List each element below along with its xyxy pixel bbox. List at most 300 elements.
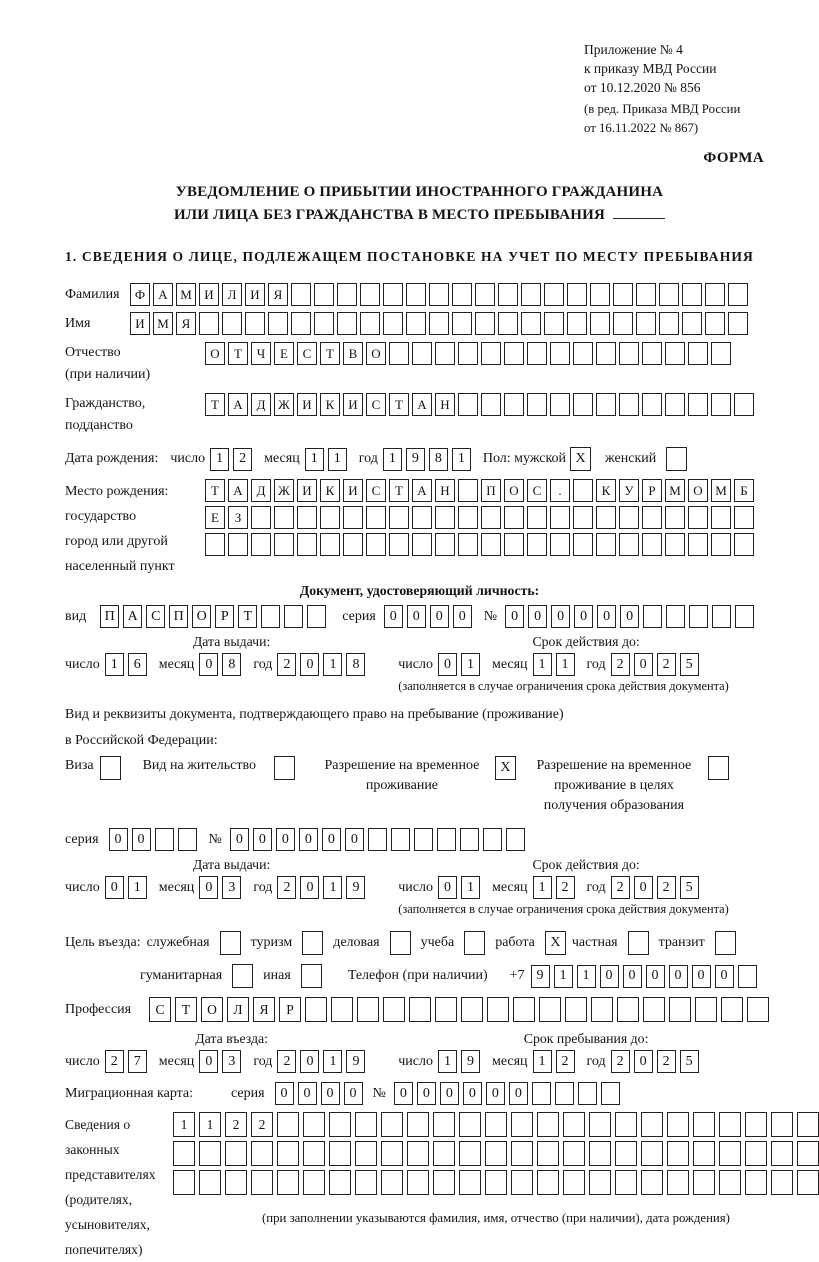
char-cell[interactable] bbox=[565, 997, 587, 1022]
char-cell[interactable] bbox=[412, 533, 432, 556]
char-cell[interactable]: О bbox=[688, 479, 708, 502]
char-cell[interactable] bbox=[636, 283, 656, 306]
char-cell[interactable]: Т bbox=[205, 479, 225, 502]
char-cell[interactable] bbox=[521, 312, 541, 335]
char-cell[interactable] bbox=[527, 393, 547, 416]
char-cell[interactable] bbox=[667, 1112, 689, 1137]
char-cell[interactable] bbox=[251, 1170, 273, 1195]
char-cell[interactable] bbox=[688, 342, 708, 365]
char-cell[interactable]: И bbox=[130, 312, 150, 335]
char-cell[interactable]: 0 bbox=[300, 653, 319, 676]
char-cell[interactable]: 0 bbox=[344, 1082, 363, 1105]
char-cell[interactable] bbox=[305, 997, 327, 1022]
char-cell[interactable] bbox=[589, 1141, 611, 1166]
char-cell[interactable]: О bbox=[201, 997, 223, 1022]
purpose-study-checkbox[interactable] bbox=[464, 931, 485, 955]
char-cell[interactable] bbox=[481, 506, 501, 529]
purpose-private-checkbox[interactable] bbox=[628, 931, 649, 955]
residence-option-temp-permit-checkbox[interactable]: X bbox=[495, 756, 516, 780]
char-cell[interactable] bbox=[459, 1170, 481, 1195]
char-cell[interactable] bbox=[511, 1170, 533, 1195]
char-cell[interactable] bbox=[274, 533, 294, 556]
char-cell[interactable]: 0 bbox=[574, 605, 593, 628]
char-cell[interactable]: Л bbox=[222, 283, 242, 306]
purpose-official-checkbox[interactable] bbox=[220, 931, 241, 955]
char-cell[interactable]: 1 bbox=[323, 653, 342, 676]
char-cell[interactable] bbox=[303, 1112, 325, 1137]
char-cell[interactable]: К bbox=[320, 479, 340, 502]
char-cell[interactable] bbox=[291, 283, 311, 306]
char-cell[interactable] bbox=[641, 1112, 663, 1137]
char-cell[interactable] bbox=[433, 1141, 455, 1166]
char-cell[interactable]: 0 bbox=[438, 876, 457, 899]
char-cell[interactable]: 0 bbox=[253, 828, 272, 851]
char-cell[interactable] bbox=[452, 283, 472, 306]
char-cell[interactable] bbox=[368, 828, 387, 851]
char-cell[interactable] bbox=[596, 506, 616, 529]
char-cell[interactable] bbox=[274, 506, 294, 529]
char-cell[interactable]: М bbox=[665, 479, 685, 502]
char-cell[interactable] bbox=[669, 997, 691, 1022]
char-cell[interactable]: 2 bbox=[657, 876, 676, 899]
char-cell[interactable]: Т bbox=[389, 393, 409, 416]
char-cell[interactable] bbox=[261, 605, 280, 628]
char-cell[interactable]: 0 bbox=[275, 1082, 294, 1105]
char-cell[interactable]: К bbox=[320, 393, 340, 416]
char-cell[interactable]: И bbox=[297, 393, 317, 416]
char-cell[interactable]: 0 bbox=[623, 965, 642, 988]
char-cell[interactable]: 2 bbox=[657, 1050, 676, 1073]
char-cell[interactable]: 0 bbox=[463, 1082, 482, 1105]
char-cell[interactable]: 9 bbox=[406, 448, 425, 471]
char-cell[interactable] bbox=[291, 312, 311, 335]
char-cell[interactable] bbox=[539, 997, 561, 1022]
char-cell[interactable] bbox=[320, 506, 340, 529]
char-cell[interactable] bbox=[452, 312, 472, 335]
char-cell[interactable] bbox=[366, 533, 386, 556]
char-cell[interactable]: А bbox=[412, 479, 432, 502]
char-cell[interactable] bbox=[745, 1112, 767, 1137]
char-cell[interactable]: Я bbox=[253, 997, 275, 1022]
char-cell[interactable] bbox=[458, 393, 478, 416]
char-cell[interactable] bbox=[389, 506, 409, 529]
char-cell[interactable] bbox=[513, 997, 535, 1022]
char-cell[interactable] bbox=[619, 393, 639, 416]
char-cell[interactable] bbox=[527, 506, 547, 529]
char-cell[interactable]: 2 bbox=[657, 653, 676, 676]
char-cell[interactable] bbox=[619, 342, 639, 365]
char-cell[interactable] bbox=[314, 312, 334, 335]
char-cell[interactable] bbox=[483, 828, 502, 851]
char-cell[interactable]: Т bbox=[175, 997, 197, 1022]
char-cell[interactable]: Е bbox=[205, 506, 225, 529]
char-cell[interactable] bbox=[693, 1141, 715, 1166]
char-cell[interactable]: 1 bbox=[128, 876, 147, 899]
char-cell[interactable] bbox=[567, 283, 587, 306]
char-cell[interactable] bbox=[601, 1082, 620, 1105]
char-cell[interactable] bbox=[589, 1170, 611, 1195]
char-cell[interactable] bbox=[636, 312, 656, 335]
char-cell[interactable]: 1 bbox=[533, 1050, 552, 1073]
char-cell[interactable]: 0 bbox=[597, 605, 616, 628]
char-cell[interactable]: М bbox=[153, 312, 173, 335]
char-cell[interactable] bbox=[615, 1141, 637, 1166]
char-cell[interactable] bbox=[590, 312, 610, 335]
char-cell[interactable]: С bbox=[366, 393, 386, 416]
char-cell[interactable]: 3 bbox=[222, 876, 241, 899]
char-cell[interactable] bbox=[329, 1141, 351, 1166]
sex-male-checkbox[interactable]: X bbox=[570, 447, 591, 471]
char-cell[interactable]: Е bbox=[274, 342, 294, 365]
char-cell[interactable]: 2 bbox=[105, 1050, 124, 1073]
char-cell[interactable] bbox=[407, 1141, 429, 1166]
char-cell[interactable] bbox=[435, 997, 457, 1022]
char-cell[interactable]: 8 bbox=[222, 653, 241, 676]
char-cell[interactable] bbox=[407, 1170, 429, 1195]
char-cell[interactable] bbox=[745, 1141, 767, 1166]
char-cell[interactable]: Р bbox=[279, 997, 301, 1022]
char-cell[interactable] bbox=[573, 342, 593, 365]
char-cell[interactable]: 0 bbox=[646, 965, 665, 988]
char-cell[interactable]: Р bbox=[215, 605, 234, 628]
char-cell[interactable] bbox=[458, 479, 478, 502]
char-cell[interactable] bbox=[251, 533, 271, 556]
char-cell[interactable]: Т bbox=[389, 479, 409, 502]
char-cell[interactable]: И bbox=[343, 479, 363, 502]
char-cell[interactable] bbox=[199, 312, 219, 335]
char-cell[interactable] bbox=[613, 283, 633, 306]
char-cell[interactable]: 0 bbox=[505, 605, 524, 628]
char-cell[interactable]: Н bbox=[435, 393, 455, 416]
char-cell[interactable]: О bbox=[205, 342, 225, 365]
char-cell[interactable] bbox=[329, 1170, 351, 1195]
char-cell[interactable] bbox=[307, 605, 326, 628]
char-cell[interactable] bbox=[303, 1170, 325, 1195]
char-cell[interactable] bbox=[771, 1170, 793, 1195]
char-cell[interactable] bbox=[251, 1141, 273, 1166]
char-cell[interactable] bbox=[711, 506, 731, 529]
char-cell[interactable]: 1 bbox=[577, 965, 596, 988]
char-cell[interactable]: П bbox=[481, 479, 501, 502]
char-cell[interactable] bbox=[178, 828, 197, 851]
char-cell[interactable] bbox=[771, 1112, 793, 1137]
char-cell[interactable] bbox=[389, 342, 409, 365]
char-cell[interactable] bbox=[665, 393, 685, 416]
char-cell[interactable]: 3 bbox=[222, 1050, 241, 1073]
char-cell[interactable] bbox=[407, 1112, 429, 1137]
char-cell[interactable]: В bbox=[343, 342, 363, 365]
char-cell[interactable]: 1 bbox=[554, 965, 573, 988]
char-cell[interactable] bbox=[738, 965, 757, 988]
char-cell[interactable] bbox=[682, 312, 702, 335]
char-cell[interactable]: 2 bbox=[225, 1112, 247, 1137]
char-cell[interactable] bbox=[277, 1141, 299, 1166]
char-cell[interactable]: У bbox=[619, 479, 639, 502]
char-cell[interactable]: И bbox=[245, 283, 265, 306]
char-cell[interactable]: Ф bbox=[130, 283, 150, 306]
char-cell[interactable]: 1 bbox=[305, 448, 324, 471]
char-cell[interactable] bbox=[544, 312, 564, 335]
char-cell[interactable]: 1 bbox=[556, 653, 575, 676]
char-cell[interactable] bbox=[642, 506, 662, 529]
char-cell[interactable]: 0 bbox=[417, 1082, 436, 1105]
char-cell[interactable] bbox=[532, 1082, 551, 1105]
char-cell[interactable] bbox=[412, 506, 432, 529]
char-cell[interactable] bbox=[391, 828, 410, 851]
char-cell[interactable] bbox=[329, 1112, 351, 1137]
char-cell[interactable]: 9 bbox=[531, 965, 550, 988]
char-cell[interactable]: 0 bbox=[299, 828, 318, 851]
char-cell[interactable]: 2 bbox=[611, 1050, 630, 1073]
char-cell[interactable] bbox=[550, 506, 570, 529]
char-cell[interactable] bbox=[747, 997, 769, 1022]
char-cell[interactable] bbox=[619, 506, 639, 529]
char-cell[interactable]: К bbox=[596, 479, 616, 502]
char-cell[interactable]: 0 bbox=[634, 1050, 653, 1073]
residence-option-edu-permit-checkbox[interactable] bbox=[708, 756, 729, 780]
char-cell[interactable] bbox=[797, 1170, 819, 1195]
char-cell[interactable] bbox=[355, 1112, 377, 1137]
char-cell[interactable] bbox=[381, 1112, 403, 1137]
char-cell[interactable] bbox=[797, 1112, 819, 1137]
char-cell[interactable]: Я bbox=[176, 312, 196, 335]
char-cell[interactable] bbox=[331, 997, 353, 1022]
char-cell[interactable] bbox=[343, 533, 363, 556]
char-cell[interactable] bbox=[550, 533, 570, 556]
char-cell[interactable]: 0 bbox=[199, 653, 218, 676]
char-cell[interactable] bbox=[573, 506, 593, 529]
char-cell[interactable]: 0 bbox=[132, 828, 151, 851]
char-cell[interactable] bbox=[734, 533, 754, 556]
char-cell[interactable] bbox=[573, 393, 593, 416]
char-cell[interactable]: 0 bbox=[109, 828, 128, 851]
char-cell[interactable]: И bbox=[199, 283, 219, 306]
char-cell[interactable]: 1 bbox=[105, 653, 124, 676]
char-cell[interactable]: 1 bbox=[328, 448, 347, 471]
char-cell[interactable] bbox=[537, 1141, 559, 1166]
char-cell[interactable] bbox=[506, 828, 525, 851]
char-cell[interactable]: 5 bbox=[680, 876, 699, 899]
char-cell[interactable] bbox=[297, 506, 317, 529]
char-cell[interactable] bbox=[693, 1170, 715, 1195]
char-cell[interactable] bbox=[667, 1141, 689, 1166]
char-cell[interactable]: 1 bbox=[173, 1112, 195, 1137]
char-cell[interactable] bbox=[251, 506, 271, 529]
char-cell[interactable] bbox=[719, 1170, 741, 1195]
char-cell[interactable]: 0 bbox=[634, 653, 653, 676]
char-cell[interactable] bbox=[550, 393, 570, 416]
char-cell[interactable] bbox=[688, 533, 708, 556]
char-cell[interactable] bbox=[642, 393, 662, 416]
char-cell[interactable]: Т bbox=[238, 605, 257, 628]
char-cell[interactable] bbox=[615, 1112, 637, 1137]
char-cell[interactable] bbox=[487, 997, 509, 1022]
char-cell[interactable]: 9 bbox=[346, 1050, 365, 1073]
char-cell[interactable] bbox=[642, 342, 662, 365]
char-cell[interactable]: 0 bbox=[300, 876, 319, 899]
char-cell[interactable] bbox=[268, 312, 288, 335]
char-cell[interactable]: 0 bbox=[384, 605, 403, 628]
char-cell[interactable] bbox=[537, 1170, 559, 1195]
char-cell[interactable] bbox=[485, 1112, 507, 1137]
char-cell[interactable] bbox=[366, 506, 386, 529]
char-cell[interactable] bbox=[719, 1112, 741, 1137]
char-cell[interactable] bbox=[527, 533, 547, 556]
char-cell[interactable] bbox=[719, 1141, 741, 1166]
char-cell[interactable] bbox=[245, 312, 265, 335]
char-cell[interactable] bbox=[360, 312, 380, 335]
purpose-transit-checkbox[interactable] bbox=[715, 931, 736, 955]
char-cell[interactable]: П bbox=[100, 605, 119, 628]
char-cell[interactable]: Р bbox=[642, 479, 662, 502]
char-cell[interactable]: М bbox=[176, 283, 196, 306]
char-cell[interactable]: О bbox=[366, 342, 386, 365]
char-cell[interactable] bbox=[641, 1170, 663, 1195]
char-cell[interactable]: М bbox=[711, 479, 731, 502]
char-cell[interactable]: 7 bbox=[128, 1050, 147, 1073]
char-cell[interactable]: А bbox=[228, 393, 248, 416]
char-cell[interactable]: 0 bbox=[486, 1082, 505, 1105]
char-cell[interactable] bbox=[573, 479, 593, 502]
char-cell[interactable] bbox=[688, 506, 708, 529]
char-cell[interactable]: 1 bbox=[383, 448, 402, 471]
char-cell[interactable] bbox=[615, 1170, 637, 1195]
char-cell[interactable]: А bbox=[412, 393, 432, 416]
char-cell[interactable] bbox=[435, 533, 455, 556]
char-cell[interactable]: А bbox=[228, 479, 248, 502]
char-cell[interactable] bbox=[745, 1170, 767, 1195]
char-cell[interactable] bbox=[641, 1141, 663, 1166]
char-cell[interactable]: С bbox=[366, 479, 386, 502]
char-cell[interactable] bbox=[521, 283, 541, 306]
char-cell[interactable]: П bbox=[169, 605, 188, 628]
char-cell[interactable] bbox=[665, 342, 685, 365]
char-cell[interactable] bbox=[504, 506, 524, 529]
char-cell[interactable]: 0 bbox=[440, 1082, 459, 1105]
char-cell[interactable] bbox=[590, 283, 610, 306]
char-cell[interactable]: 2 bbox=[277, 876, 296, 899]
char-cell[interactable]: 0 bbox=[600, 965, 619, 988]
char-cell[interactable]: А bbox=[123, 605, 142, 628]
char-cell[interactable] bbox=[591, 997, 613, 1022]
purpose-business-checkbox[interactable] bbox=[390, 931, 411, 955]
char-cell[interactable] bbox=[619, 533, 639, 556]
char-cell[interactable] bbox=[383, 312, 403, 335]
char-cell[interactable] bbox=[504, 533, 524, 556]
char-cell[interactable]: 1 bbox=[461, 876, 480, 899]
char-cell[interactable]: 0 bbox=[692, 965, 711, 988]
char-cell[interactable]: 0 bbox=[199, 1050, 218, 1073]
sex-female-checkbox[interactable] bbox=[666, 447, 687, 471]
char-cell[interactable] bbox=[705, 283, 725, 306]
char-cell[interactable] bbox=[460, 828, 479, 851]
purpose-work-checkbox[interactable]: X bbox=[545, 931, 566, 955]
char-cell[interactable]: 0 bbox=[407, 605, 426, 628]
residence-option-visa-checkbox[interactable] bbox=[100, 756, 121, 780]
char-cell[interactable]: 0 bbox=[230, 828, 249, 851]
char-cell[interactable] bbox=[485, 1141, 507, 1166]
char-cell[interactable] bbox=[728, 312, 748, 335]
char-cell[interactable]: 0 bbox=[394, 1082, 413, 1105]
char-cell[interactable] bbox=[481, 533, 501, 556]
char-cell[interactable]: Т bbox=[320, 342, 340, 365]
char-cell[interactable] bbox=[537, 1112, 559, 1137]
char-cell[interactable]: О bbox=[192, 605, 211, 628]
char-cell[interactable]: 0 bbox=[509, 1082, 528, 1105]
char-cell[interactable] bbox=[617, 997, 639, 1022]
char-cell[interactable] bbox=[659, 312, 679, 335]
char-cell[interactable] bbox=[688, 393, 708, 416]
residence-option-residence-permit-checkbox[interactable] bbox=[274, 756, 295, 780]
char-cell[interactable]: 5 bbox=[680, 1050, 699, 1073]
char-cell[interactable]: Т bbox=[205, 393, 225, 416]
char-cell[interactable] bbox=[693, 1112, 715, 1137]
char-cell[interactable]: 0 bbox=[322, 828, 341, 851]
char-cell[interactable] bbox=[406, 283, 426, 306]
char-cell[interactable] bbox=[355, 1170, 377, 1195]
char-cell[interactable] bbox=[498, 312, 518, 335]
char-cell[interactable]: А bbox=[153, 283, 173, 306]
char-cell[interactable] bbox=[205, 533, 225, 556]
char-cell[interactable] bbox=[735, 605, 754, 628]
char-cell[interactable] bbox=[437, 828, 456, 851]
purpose-tourism-checkbox[interactable] bbox=[302, 931, 323, 955]
char-cell[interactable] bbox=[173, 1170, 195, 1195]
char-cell[interactable] bbox=[555, 1082, 574, 1105]
char-cell[interactable] bbox=[728, 283, 748, 306]
char-cell[interactable]: С bbox=[146, 605, 165, 628]
char-cell[interactable]: 1 bbox=[210, 448, 229, 471]
char-cell[interactable] bbox=[659, 283, 679, 306]
char-cell[interactable] bbox=[360, 283, 380, 306]
char-cell[interactable]: И bbox=[297, 479, 317, 502]
char-cell[interactable] bbox=[412, 342, 432, 365]
char-cell[interactable] bbox=[563, 1141, 585, 1166]
char-cell[interactable] bbox=[381, 1170, 403, 1195]
char-cell[interactable] bbox=[383, 997, 405, 1022]
char-cell[interactable] bbox=[667, 1170, 689, 1195]
char-cell[interactable] bbox=[228, 533, 248, 556]
char-cell[interactable] bbox=[199, 1170, 221, 1195]
char-cell[interactable]: 2 bbox=[233, 448, 252, 471]
char-cell[interactable]: 0 bbox=[634, 876, 653, 899]
char-cell[interactable] bbox=[383, 283, 403, 306]
char-cell[interactable] bbox=[199, 1141, 221, 1166]
char-cell[interactable]: 0 bbox=[300, 1050, 319, 1073]
char-cell[interactable]: 8 bbox=[346, 653, 365, 676]
char-cell[interactable] bbox=[173, 1141, 195, 1166]
char-cell[interactable]: Ч bbox=[251, 342, 271, 365]
char-cell[interactable] bbox=[343, 506, 363, 529]
char-cell[interactable] bbox=[511, 1112, 533, 1137]
char-cell[interactable]: Н bbox=[435, 479, 455, 502]
char-cell[interactable]: Л bbox=[227, 997, 249, 1022]
char-cell[interactable]: Т bbox=[228, 342, 248, 365]
char-cell[interactable] bbox=[666, 605, 685, 628]
char-cell[interactable]: 6 bbox=[128, 653, 147, 676]
char-cell[interactable] bbox=[337, 312, 357, 335]
char-cell[interactable]: С bbox=[149, 997, 171, 1022]
char-cell[interactable] bbox=[642, 533, 662, 556]
char-cell[interactable]: 2 bbox=[277, 653, 296, 676]
char-cell[interactable]: 1 bbox=[461, 653, 480, 676]
char-cell[interactable]: 2 bbox=[277, 1050, 296, 1073]
char-cell[interactable]: 1 bbox=[199, 1112, 221, 1137]
char-cell[interactable] bbox=[712, 605, 731, 628]
char-cell[interactable]: 1 bbox=[323, 876, 342, 899]
char-cell[interactable] bbox=[550, 342, 570, 365]
char-cell[interactable]: 0 bbox=[276, 828, 295, 851]
